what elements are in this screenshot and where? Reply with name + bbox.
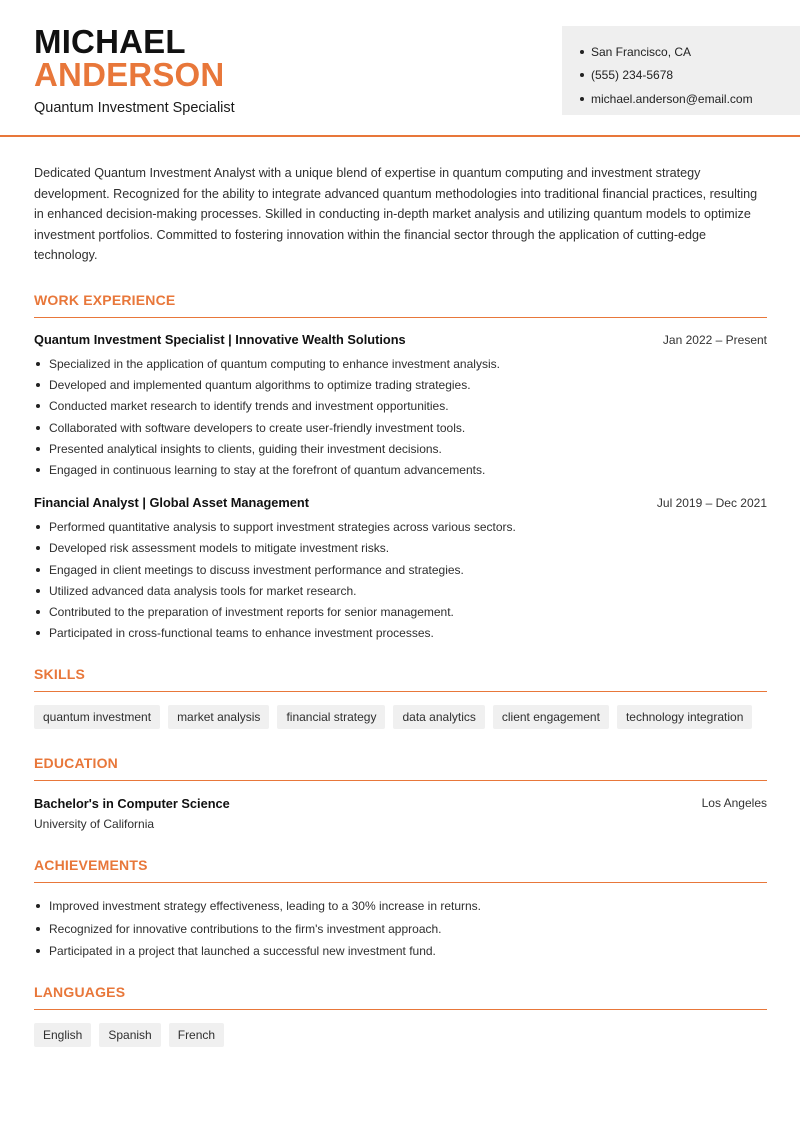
contact-phone (580, 64, 800, 88)
list-item (34, 559, 767, 580)
list-item (34, 601, 767, 622)
list-item-text: Recognized for innovative contributions to the firm's investment approach. (49, 921, 442, 936)
list-item (34, 354, 767, 375)
job-heading: Quantum Investment Specialist | Innovative Wealth Solutions (34, 331, 406, 347)
professional-title: Quantum Investment Specialist (34, 100, 235, 116)
list-item (34, 895, 767, 918)
bullet-icon (580, 50, 584, 54)
list-item-text: Contributed to the preparation of investment reports for senior management. (49, 604, 454, 619)
bullet-icon (36, 383, 40, 387)
achievement-bullets (34, 895, 767, 963)
list-item-text: Participated in a project that launched a successful new investment fund. (49, 944, 436, 958)
section-title-languages: LANGUAGES (34, 984, 767, 1010)
bullet-icon (36, 404, 40, 408)
list-item-text: Presented analytical insights to clients, guiding their investment decisions. (49, 441, 442, 456)
skill-tag: market analysis (168, 705, 269, 729)
list-item-text: Developed and implemented quantum algorithms to optimize trading strategies. (49, 378, 471, 393)
skill-tag: financial strategy (277, 705, 385, 729)
bullet-icon (36, 568, 40, 572)
languages-section (34, 984, 767, 1047)
list-item (34, 917, 767, 940)
resume-body (34, 163, 767, 1047)
list-item-text: Participated in cross-functional teams to enhance investment processes. (49, 626, 434, 641)
skill-tag: quantum investment (34, 705, 160, 729)
list-item-text: Specialized in the application of quantum computing to enhance investment analysis. (49, 357, 500, 372)
list-item (34, 417, 767, 438)
bullet-icon (36, 927, 40, 931)
list-item (34, 623, 767, 644)
bullet-icon (36, 949, 40, 953)
bullet-icon (36, 589, 40, 593)
section-title-skills: SKILLS (34, 666, 767, 692)
resume-header (0, 0, 800, 137)
job-bullets (34, 354, 767, 481)
contact-email-text: michael.anderson@email.com (591, 91, 753, 106)
bullet-icon (580, 73, 584, 77)
education-section (34, 755, 767, 831)
list-item-text: Developed risk assessment models to mitigate investment risks. (49, 541, 390, 556)
achievements-section (34, 857, 767, 963)
contact-location (580, 40, 800, 64)
list-item (34, 580, 767, 601)
section-title-work: WORK EXPERIENCE (34, 292, 767, 318)
section-title-education: EDUCATION (34, 755, 767, 781)
job-entry (34, 332, 767, 481)
bullet-icon (36, 610, 40, 614)
skill-tags (34, 705, 767, 729)
list-item-text: Collaborated with software developers to create user-friendly investment tools. (49, 420, 466, 435)
list-item-text: Performed quantitative analysis to support investment strategies across various sectors. (49, 520, 516, 535)
section-title-achievements: ACHIEVEMENTS (34, 857, 767, 883)
bullet-icon (36, 468, 40, 472)
job-bullets (34, 517, 767, 644)
job-heading: Financial Analyst | Global Asset Management (34, 494, 309, 510)
bullet-icon (36, 631, 40, 635)
bullet-icon (580, 97, 584, 101)
summary-paragraph: Dedicated Quantum Investment Analyst with a unique blend of expertise in quantum computing and investment strategy development. Recognized for the ability to integrate advanced quantum methodologies into traditional financial practices, resulting in enhanced decision-making processes. Skilled in conducting in-depth market analysis and utilizing quantum models to optimize investment portfolios. Committed to fostering innovation within the financial sector through the application of cutting-edge technology. (34, 166, 758, 262)
last-name: ANDERSON (34, 56, 225, 93)
list-item (34, 375, 767, 396)
list-item-text: Improved investment strategy effectiveness, leading to a 30% increase in returns. (49, 899, 482, 913)
skill-tag: client engagement (493, 705, 609, 729)
education-location: Los Angeles (701, 795, 767, 810)
bullet-icon (36, 447, 40, 451)
contact-phone-text: (555) 234-5678 (591, 68, 674, 83)
list-item (34, 538, 767, 559)
contact-location-text: San Francisco, CA (591, 44, 692, 59)
list-item (34, 396, 767, 417)
job-date: Jan 2022 – Present (662, 332, 767, 347)
work-experience-section (34, 292, 767, 644)
bullet-icon (36, 525, 40, 529)
language-tag: Spanish (99, 1023, 160, 1047)
list-item-text: Conducted market research to identify trends and investment opportunities. (49, 399, 449, 414)
skills-section (34, 666, 767, 729)
list-item-text: Engaged in continuous learning to stay at the forefront of quantum advancements. (49, 463, 486, 478)
bullet-icon (36, 546, 40, 550)
contact-email (580, 87, 800, 111)
bullet-icon (36, 904, 40, 908)
language-tags (34, 1023, 767, 1047)
job-entry (34, 495, 767, 644)
list-item-text: Engaged in client meetings to discuss investment performance and strategies. (49, 562, 464, 577)
list-item (34, 517, 767, 538)
education-school: University of California (34, 816, 155, 831)
skill-tag: data analytics (393, 705, 484, 729)
skill-tag: technology integration (617, 705, 752, 729)
bullet-icon (36, 426, 40, 430)
contact-box (562, 26, 800, 115)
list-item (34, 438, 767, 459)
language-tag: English (34, 1023, 91, 1047)
language-tag: French (169, 1023, 224, 1047)
bullet-icon (36, 362, 40, 366)
job-date: Jul 2019 – Dec 2021 (656, 495, 767, 510)
list-item-text: Utilized advanced data analysis tools for market research. (49, 583, 357, 598)
education-degree: Bachelor's in Computer Science (34, 795, 230, 811)
list-item (34, 459, 767, 480)
first-name: MICHAEL (34, 23, 186, 60)
list-item (34, 940, 767, 963)
